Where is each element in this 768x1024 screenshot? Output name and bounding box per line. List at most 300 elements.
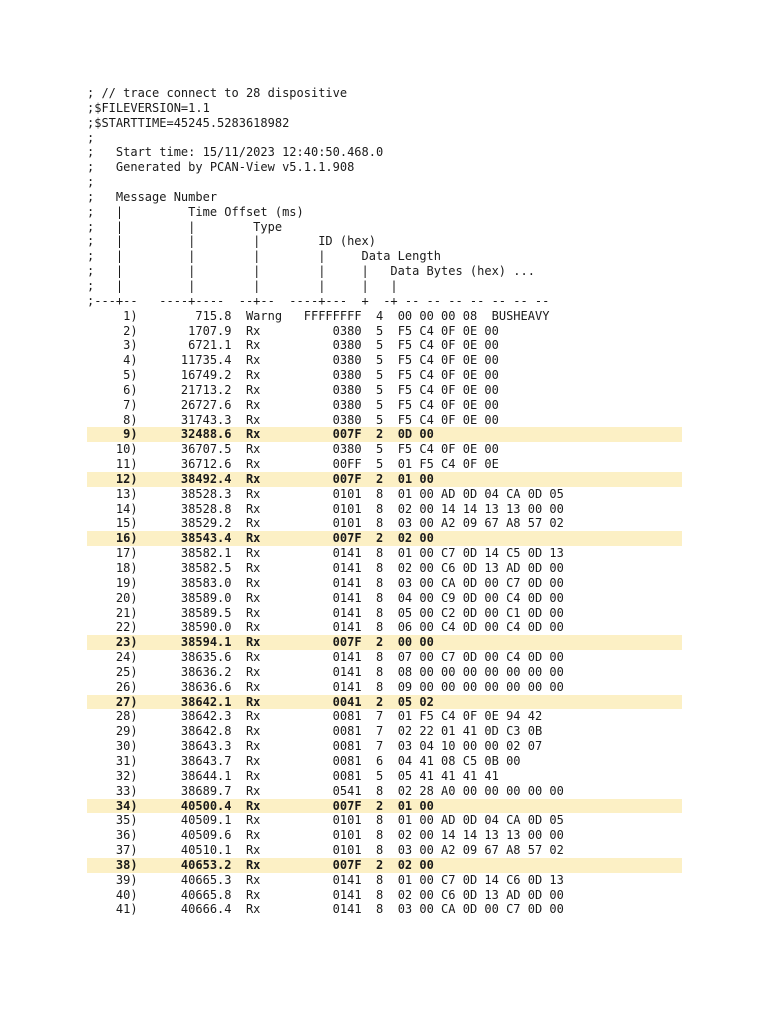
data-bytes: 04 00 C9 0D 00 C4 0D 00 [397,590,564,605]
time-offset: 36707.5 [137,442,232,457]
data-bytes: F5 C4 0F 0E 00 [397,323,499,338]
message-id: 0101 [282,486,362,501]
message-type: Rx [245,397,283,412]
message-id: 0101 [282,813,362,828]
message-row [87,561,682,576]
message-type: Rx [245,650,283,665]
data-length: 5 [376,338,384,353]
message-type: Rx [245,635,283,650]
data-length: 2 [376,531,384,546]
message-row [87,487,682,502]
time-offset: 40509.1 [137,813,232,828]
message-row [87,754,682,769]
message-row-highlighted [87,695,682,710]
message-id: 0081 [282,768,362,783]
message-row [87,338,682,353]
message-row [87,309,682,324]
time-offset: 38589.5 [137,605,232,620]
message-id: 0101 [282,828,362,843]
data-bytes: 01 00 [397,798,434,813]
time-offset: 6721.1 [137,338,232,353]
data-bytes: 06 00 C4 0D 00 C4 0D 00 [397,620,564,635]
time-offset: 38529.2 [137,516,232,531]
data-length: 5 [376,442,384,457]
data-length: 8 [376,783,384,798]
message-id: 0141 [282,679,362,694]
message-id: 0081 [282,753,362,768]
message-number: 13) [87,486,138,501]
message-id: 007F [282,798,362,813]
time-offset: 38689.7 [137,783,232,798]
message-id: 0141 [282,887,362,902]
message-type: Rx [245,605,283,620]
message-id: 0041 [282,694,362,709]
message-id: 0081 [282,724,362,739]
time-offset: 21713.2 [137,382,232,397]
message-id: 0380 [282,397,362,412]
data-bytes: 01 00 AD 0D 04 CA 0D 05 [397,486,564,501]
message-row [87,769,682,784]
message-type: Rx [245,531,283,546]
data-bytes: F5 C4 0F 0E 00 [397,338,499,353]
time-offset: 38589.0 [137,590,232,605]
data-length: 5 [376,412,384,427]
message-id: 0380 [282,442,362,457]
message-row-highlighted [87,427,682,442]
time-offset: 40665.8 [137,887,232,902]
message-id: 00FF [282,457,362,472]
header-line: ; [87,175,95,190]
message-id: 0541 [282,783,362,798]
message-row [87,724,682,739]
header-line: ; // trace connect to 28 dispositive [87,86,348,100]
message-row [87,413,682,428]
message-number: 37) [87,843,138,858]
data-bytes: 00 00 00 08 BUSHEAVY [397,308,550,323]
message-id: 0081 [282,709,362,724]
header-line: ; | | | | | | [87,278,398,293]
message-type: Rx [245,353,283,368]
message-number: 22) [87,620,138,635]
time-offset: 38543.4 [137,531,232,546]
message-number: 29) [87,724,138,739]
header-line: ; | | | | | Data Bytes (hex) ... [87,264,535,279]
data-length: 8 [376,902,384,917]
data-length: 2 [376,857,384,872]
message-number: 18) [87,561,138,575]
data-length: 5 [376,397,384,412]
data-length: 2 [376,427,384,442]
header-line: ;$STARTTIME=45245.5283618982 [87,115,290,130]
message-type: Rx [245,368,283,383]
message-id: 0380 [282,368,362,383]
message-row [87,457,682,472]
message-number: 39) [87,872,138,887]
data-length: 2 [376,694,384,709]
data-length: 2 [376,635,384,650]
data-length: 5 [376,768,384,783]
message-type: Rx [245,338,283,353]
message-number: 5) [87,368,138,383]
time-offset: 32488.6 [137,427,232,442]
time-offset: 40509.6 [137,828,232,843]
time-offset: 31743.3 [137,412,232,427]
message-number: 32) [87,768,138,783]
message-type: Rx [245,679,283,694]
trace-header [87,86,682,309]
message-row [87,739,682,754]
message-type: Rx [245,724,283,739]
data-bytes: F5 C4 0F 0E 00 [397,412,499,427]
message-row [87,888,682,903]
header-line: ;$FILEVERSION=1.1 [87,100,210,115]
message-id: 0141 [282,605,362,620]
message-type: Rx [245,561,283,575]
message-type: Rx [245,471,283,486]
message-number: 38) [87,857,138,872]
message-row [87,709,682,724]
message-number: 16) [87,531,138,546]
message-number: 7) [87,397,138,412]
message-type: Rx [245,457,283,472]
header-line: ; Start time: 15/11/2023 12:40:50.468.0 [87,145,384,160]
time-offset: 38594.1 [137,635,232,650]
message-number: 14) [87,501,138,516]
message-type: Rx [245,872,283,887]
data-bytes: 07 00 C7 0D 00 C4 0D 00 [397,650,564,665]
message-row [87,368,682,383]
data-length: 8 [376,843,384,858]
time-offset: 38642.8 [137,724,232,739]
message-row [87,665,682,680]
data-bytes: 03 04 10 00 00 02 07 [397,739,543,754]
message-number: 9) [87,427,138,442]
data-bytes: 03 00 CA 0D 00 C7 0D 00 [397,902,564,917]
header-line: ; | | | ID (hex) [87,234,376,249]
message-number: 34) [87,798,138,813]
message-id: 0141 [282,872,362,887]
message-number: 24) [87,650,138,665]
message-type: Rx [245,382,283,397]
time-offset: 40665.3 [137,872,232,887]
message-id: 007F [282,857,362,872]
message-id: 0380 [282,382,362,397]
message-type: Rx [245,620,283,635]
data-length: 8 [376,664,384,679]
header-line: ;---+-- ----+---- --+-- ----+--- + -+ -- -- -- -- -- -- -- [87,293,550,308]
data-bytes: 01 F5 C4 0F 0E [397,457,499,472]
data-bytes: 01 00 AD 0D 04 CA 0D 05 [397,813,564,828]
header-line: ; | | | | Data Length [87,249,442,264]
message-table [87,309,682,918]
message-number: 21) [87,605,138,620]
message-type: Rx [245,813,283,828]
message-number: 23) [87,635,138,650]
message-type: Rx [245,739,283,754]
message-row-highlighted [87,472,682,487]
message-row [87,353,682,368]
message-number: 25) [87,664,138,679]
data-bytes: F5 C4 0F 0E 00 [397,397,499,412]
data-length: 8 [376,590,384,605]
data-bytes: 00 00 [397,635,434,650]
data-bytes: 02 00 C6 0D 13 AD 0D 00 [397,561,564,575]
message-id: 0141 [282,590,362,605]
message-id: 0141 [282,620,362,635]
data-bytes: 02 00 14 14 13 13 00 00 [397,501,564,516]
time-offset: 38643.3 [137,739,232,754]
message-row [87,784,682,799]
message-number: 27) [87,694,138,709]
message-number: 20) [87,590,138,605]
message-type: Rx [245,501,283,516]
time-offset: 36712.6 [137,457,232,472]
message-number: 30) [87,739,138,754]
message-id: 007F [282,635,362,650]
message-type: Rx [245,902,283,917]
message-row [87,383,682,398]
data-bytes: F5 C4 0F 0E 00 [397,368,499,383]
data-length: 5 [376,457,384,472]
data-length: 6 [376,753,384,768]
message-row-highlighted [87,635,682,650]
header-line: ; Message Number [87,189,218,204]
message-type: Rx [245,442,283,457]
data-bytes: 01 00 C7 0D 14 C5 0D 13 [397,546,564,561]
message-type: Rx [245,516,283,531]
message-number: 11) [87,457,138,472]
time-offset: 40500.4 [137,798,232,813]
message-id: 0380 [282,412,362,427]
message-number: 10) [87,442,138,457]
data-bytes: 02 28 A0 00 00 00 00 00 [397,783,564,798]
message-type: Rx [245,768,283,783]
message-type: Rx [245,575,283,590]
message-number: 15) [87,516,138,531]
time-offset: 38644.1 [137,768,232,783]
time-offset: 38636.2 [137,664,232,679]
data-length: 4 [376,308,384,323]
data-bytes: 09 00 00 00 00 00 00 00 [397,679,564,694]
data-bytes: 0D 00 [397,427,434,442]
message-number: 26) [87,679,138,694]
trace-document [87,86,682,917]
message-type: Rx [245,486,283,501]
message-row [87,502,682,517]
time-offset: 38528.8 [137,501,232,516]
message-row [87,843,682,858]
message-id: 0101 [282,843,362,858]
data-length: 7 [376,724,384,739]
data-bytes: F5 C4 0F 0E 00 [397,353,499,368]
data-length: 8 [376,650,384,665]
time-offset: 38582.1 [137,546,232,561]
data-length: 8 [376,501,384,516]
message-number: 2) [87,323,138,338]
message-type: Rx [245,590,283,605]
time-offset: 38635.6 [137,650,232,665]
header-line: ; Generated by PCAN-View v5.1.1.908 [87,160,355,175]
message-row [87,324,682,339]
time-offset: 1707.9 [137,323,232,338]
data-bytes: 02 00 [397,531,434,546]
message-type: Rx [245,664,283,679]
header-line: ; [87,130,95,145]
data-bytes: 03 00 CA 0D 00 C7 0D 00 [397,575,564,590]
time-offset: 26727.6 [137,397,232,412]
message-id: 007F [282,471,362,486]
message-type: Rx [245,709,283,724]
message-id: 0380 [282,338,362,353]
data-bytes: 04 41 08 C5 0B 00 [397,753,521,768]
message-row [87,591,682,606]
message-number: 8) [87,412,138,427]
message-row [87,902,682,917]
message-id: 0380 [282,323,362,338]
data-length: 5 [376,353,384,368]
data-bytes: 01 F5 C4 0F 0E 94 42 [397,709,543,724]
message-number: 40) [87,887,138,902]
data-length: 7 [376,709,384,724]
message-row [87,680,682,695]
data-bytes: F5 C4 0F 0E 00 [397,442,499,457]
message-number: 6) [87,382,138,397]
message-number: 12) [87,471,138,486]
message-number: 4) [87,353,138,368]
message-id: 0141 [282,546,362,561]
message-row [87,442,682,457]
data-bytes: 05 00 C2 0D 00 C1 0D 00 [397,605,564,620]
message-row [87,828,682,843]
message-number: 3) [87,338,138,353]
data-bytes: 02 00 C6 0D 13 AD 0D 00 [397,887,564,902]
data-bytes: 03 00 A2 09 67 A8 57 02 [397,516,564,531]
time-offset: 38642.1 [137,694,232,709]
message-row [87,516,682,531]
message-row [87,650,682,665]
time-offset: 38492.4 [137,471,232,486]
time-offset: 38583.0 [137,575,232,590]
message-id: 0141 [282,902,362,917]
data-length: 8 [376,872,384,887]
message-type: Rx [245,412,283,427]
message-number: 31) [87,753,138,768]
message-type: Rx [245,843,283,858]
message-row-highlighted [87,858,682,873]
data-length: 8 [376,575,384,590]
time-offset: 11735.4 [137,353,232,368]
data-length: 7 [376,739,384,754]
message-row [87,576,682,591]
message-row-highlighted [87,799,682,814]
message-type: Rx [245,798,283,813]
data-bytes: 03 00 A2 09 67 A8 57 02 [397,843,564,858]
data-bytes: F5 C4 0F 0E 00 [397,382,499,397]
data-length: 5 [376,323,384,338]
time-offset: 16749.2 [137,368,232,383]
message-id: 0141 [282,664,362,679]
data-bytes: 05 41 41 41 41 [397,768,499,783]
message-row [87,606,682,621]
data-length: 8 [376,679,384,694]
message-row [87,873,682,888]
message-id: 007F [282,427,362,442]
message-id: 0380 [282,353,362,368]
data-length: 8 [376,546,384,561]
data-bytes: 01 00 [397,471,434,486]
message-id: 0081 [282,739,362,754]
time-offset: 38590.0 [137,620,232,635]
message-number: 19) [87,575,138,590]
time-offset: 38643.7 [137,753,232,768]
message-id: 0101 [282,501,362,516]
message-id: 0141 [282,575,362,590]
message-row [87,398,682,413]
time-offset: 38636.6 [137,679,232,694]
message-type: Rx [245,694,283,709]
message-id: 0101 [282,516,362,531]
data-bytes: 02 00 [397,857,434,872]
time-offset: 38582.5 [137,561,232,575]
time-offset: 40510.1 [137,843,232,858]
data-bytes: 02 00 14 14 13 13 00 00 [397,828,564,843]
data-length: 8 [376,605,384,620]
message-row-highlighted [87,531,682,546]
data-bytes: 05 02 [397,694,434,709]
message-id: 007F [282,531,362,546]
time-offset: 38528.3 [137,486,232,501]
data-length: 8 [376,813,384,828]
time-offset: 40666.4 [137,902,232,917]
message-id: 0141 [282,650,362,665]
data-length: 5 [376,382,384,397]
message-id: FFFFFFFF [282,308,362,323]
data-length: 5 [376,368,384,383]
data-length: 8 [376,620,384,635]
data-length: 2 [376,471,384,486]
header-line: ; | | Type [87,219,283,234]
message-type: Rx [245,546,283,561]
message-id: 0141 [282,561,362,575]
message-type: Warng [245,308,283,323]
message-number: 28) [87,709,138,724]
message-number: 41) [87,902,138,917]
message-type: Rx [245,857,283,872]
data-bytes: 08 00 00 00 00 00 00 00 [397,664,564,679]
data-length: 8 [376,486,384,501]
message-type: Rx [245,783,283,798]
message-number: 33) [87,783,138,798]
data-bytes: 01 00 C7 0D 14 C6 0D 13 [397,872,564,887]
message-number: 35) [87,813,138,828]
data-length: 8 [376,828,384,843]
message-row [87,620,682,635]
data-length: 2 [376,798,384,813]
header-line: ; | Time Offset (ms) [87,204,304,219]
message-type: Rx [245,828,283,843]
data-bytes: 02 22 01 41 0D C3 0B [397,724,543,739]
message-number: 1) [87,308,138,323]
time-offset: 38642.3 [137,709,232,724]
message-number: 17) [87,546,138,561]
data-length: 8 [376,561,384,575]
message-type: Rx [245,753,283,768]
message-type: Rx [245,887,283,902]
time-offset: 715.8 [137,308,232,323]
message-row [87,546,682,561]
data-length: 8 [376,516,384,531]
message-number: 36) [87,828,138,843]
